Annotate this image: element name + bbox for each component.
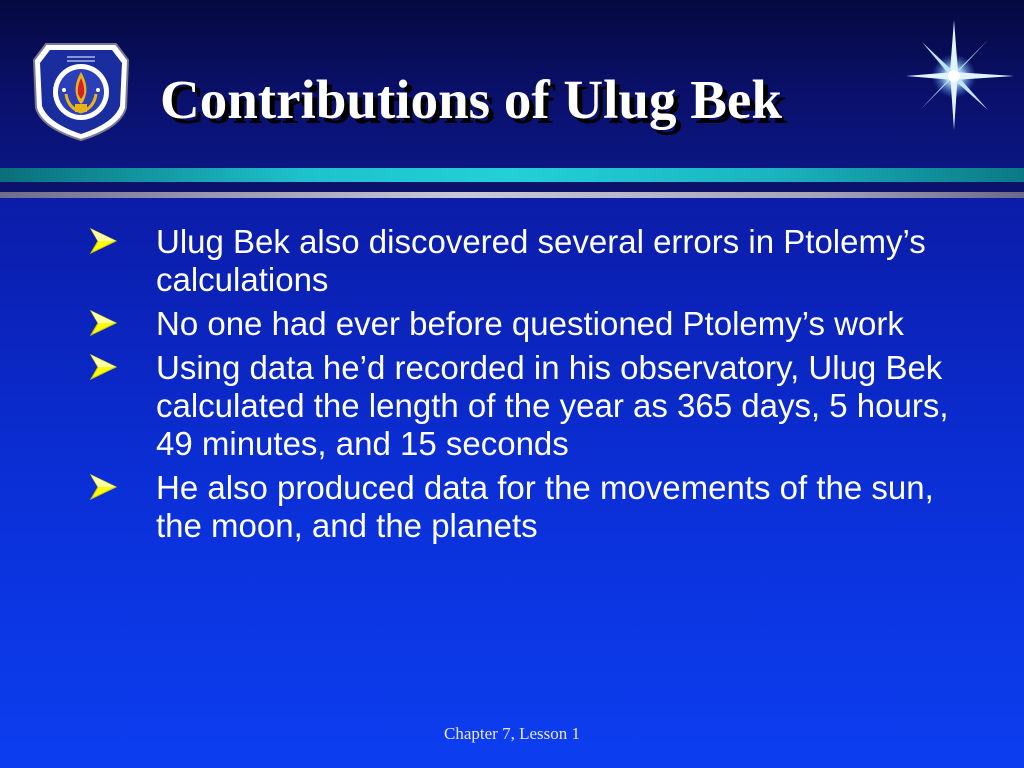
header-divider-grey (0, 192, 1024, 198)
slide-title: Contributions of Ulug Bek (160, 69, 782, 130)
bullet-list (88, 223, 968, 551)
arrow-bullet-icon (88, 353, 118, 381)
arrow-bullet-icon (88, 309, 118, 337)
arrow-bullet-icon (88, 473, 118, 501)
list-item (88, 305, 968, 343)
air-force-jrotc-shield-icon (28, 38, 134, 142)
header-divider-gap (0, 182, 1024, 192)
list-item (88, 223, 968, 299)
header-divider-teal (0, 168, 1024, 182)
bullet-text: He also produced data for the movements of the sun, the moon, and the planets (156, 469, 934, 544)
bullet-text: No one had ever before questioned Ptolemy’s work (156, 305, 904, 342)
list-item (88, 349, 968, 463)
bullet-text: Ulug Bek also discovered several errors in Ptolemy’s calculations (156, 223, 926, 298)
arrow-bullet-icon (88, 227, 118, 255)
bullet-text: Using data he’d recorded in his observatory, Ulug Bek calculated the length of the year as 365 days, 5 hours, 49 minutes, and 15 seconds (156, 349, 949, 462)
slide-footer: Chapter 7, Lesson 1 (444, 724, 580, 743)
list-item (88, 469, 968, 545)
sparkle-star-icon (904, 18, 1016, 134)
